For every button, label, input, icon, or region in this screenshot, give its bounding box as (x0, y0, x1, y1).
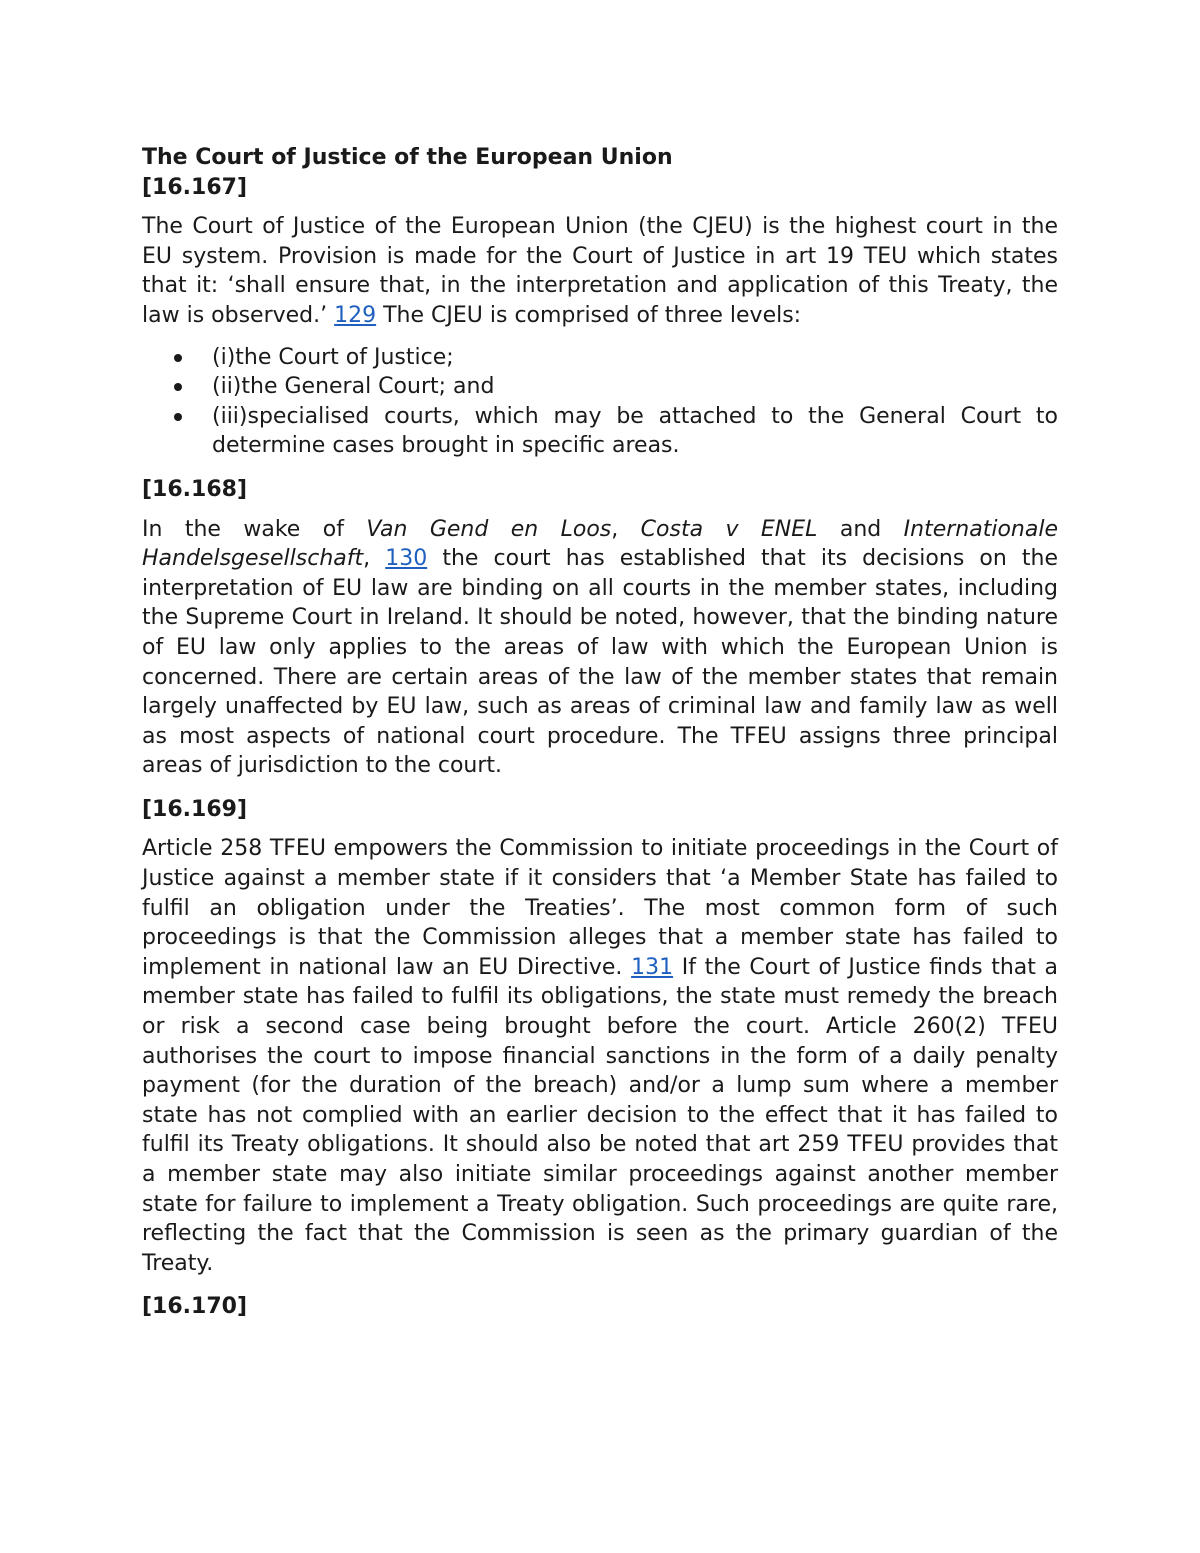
bullet-icon (174, 413, 182, 421)
section-number-16-168: [16.168] (142, 476, 248, 502)
paragraph-text: If the Court of Justice finds that a member state has failed to fulfil its obligations, the state must remedy the breach or risk a second case being brought before the court. Article 260(2) TFEU authorises the court to impose financial sanctions in the form of a daily penalty payment (for the duration of the breach) and/or a lump sum where a member state has not complied with an earlier decision to the effect that it has failed to fulfil its Treaty obligations. It should also be noted that art 259 TFEU provides that a member state may also initiate similar proceedings against another member state for failure to implement a Treaty obligation. Such proceedings are quite rare, reflecting the fact that the Commission is seen as the primary guardian of the Treaty. (142, 954, 1059, 1276)
list-item-text: (i)the Court of Justice; (212, 344, 454, 370)
footnote-link-129[interactable]: 129 (334, 302, 377, 328)
section-number-16-167: [16.167] (142, 174, 248, 200)
list-item-text: (ii)the General Court; and (212, 374, 495, 400)
section-16-169-paragraph (142, 834, 1058, 1278)
paragraph-text: The Court of Justice of the European Union (the CJEU) is the highest court in the EU system. Provision is made for the Court of Justice in art 19 TEU which states that it: ‘shall ensure that, in the interpretation and application of this Treaty, the law is observed.’ (142, 214, 1058, 328)
separator: and (817, 516, 904, 542)
list-item-text: (iii)specialised courts, which may be attached to the General Court to determine cases brought in specific areas. (212, 403, 1058, 459)
document-title: The Court of Justice of the European Union (142, 145, 673, 170)
case-name-costa: Costa v ENEL (640, 516, 818, 542)
paragraph-text: Article 258 TFEU empowers the Commission to initiate proceedings in the Court of Justice against a member state if it considers that ‘a Member State has failed to fulfil an obligation under the Treaties’. The most common form of such proceedings is that the Commission alleges that a member state has failed to implement in national law an EU Directive. (142, 836, 1058, 980)
footnote-link-130[interactable]: 130 (385, 546, 428, 572)
section-16-167-paragraph (142, 212, 1058, 330)
bullet-icon (174, 383, 182, 391)
separator: , (611, 516, 641, 542)
paragraph-text: the court has established that its decisions on the interpretation of EU law are binding on all courts in the member states, including the Supreme Court in Ireland. It should be noted, however, that the binding nature of EU law only applies to the areas of law with which the European Union is concerned. There are certain areas of the law of the member states that remain largely unaffected by EU law, such as areas of criminal law and family law as well as most aspects of national court procedure. The TFEU assigns three principal areas of jurisdiction to the court. (142, 546, 1058, 779)
bullet-icon (174, 354, 182, 362)
footnote-link-131[interactable]: 131 (631, 954, 674, 980)
section-number-16-169: [16.169] (142, 796, 248, 822)
document-page (142, 143, 1058, 1322)
section-number-16-170: [16.170] (142, 1294, 248, 1320)
paragraph-text: The CJEU is comprised of three levels: (376, 302, 802, 328)
case-name-van-gend: Van Gend en Loos (366, 516, 612, 542)
section-16-168-paragraph (142, 515, 1058, 781)
case-name-internationale: Internationale Handelsgesellschaft (142, 516, 1058, 572)
court-levels-list (142, 343, 1058, 461)
list-item (142, 402, 1058, 461)
list-item (142, 372, 1058, 402)
paragraph-text: In the wake of (142, 516, 367, 542)
list-item (142, 343, 1058, 373)
separator: , (363, 546, 386, 572)
